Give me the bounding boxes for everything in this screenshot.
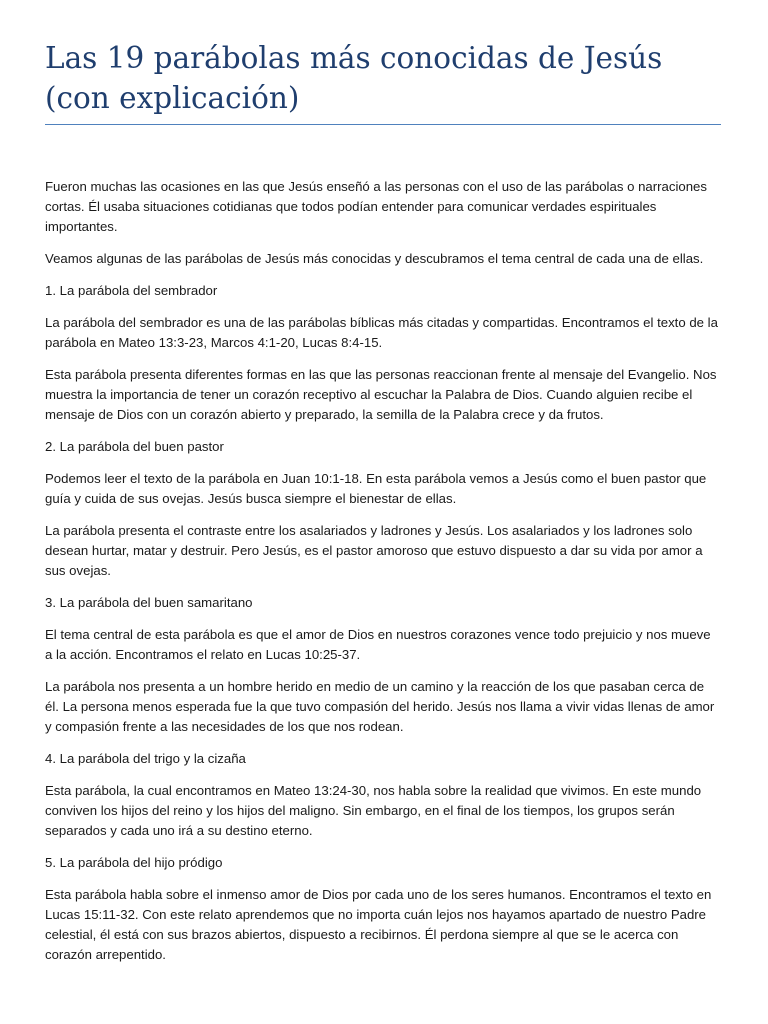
section-heading: 2. La parábola del buen pastor [45, 439, 224, 454]
intro-paragraph: Veamos algunas de las parábolas de Jesús más conocidas y descubramos el tema central de cada una de ellas. [45, 251, 704, 266]
body-paragraph: Podemos leer el texto de la parábola en Juan 10:1-18. En esta parábola vemos a Jesús como el buen pastor que guía y cuida de sus ovejas. Jesús busca siempre el bienestar de ellas. [45, 471, 707, 506]
document-title: Las 19 parábolas más conocidas de Jesús (con explicación) [45, 41, 663, 115]
body-paragraph: Esta parábola habla sobre el inmenso amor de Dios por cada uno de los seres humanos. Encontramos el texto en Lucas 15:11-32. Con este relato aprendemos que no importa cuán lejos nos hayamos apartado de nuestro Padre celestial, él está con sus brazos abiertos, dispuesto a recibirnos. Él perdona siempre al que se le acerca con corazón arrepentido. [45, 887, 712, 962]
body-paragraph: La parábola nos presenta a un hombre herido en medio de un camino y la reacción de los que pasaban cerca de él. La persona menos esperada fue la que tuvo compasión del herido. Jesús nos llama a vivir vidas llenas de amor y compasión frente a las necesidades de los que nos rodean. [45, 679, 715, 734]
section-heading: 1. La parábola del sembrador [45, 283, 218, 298]
body-paragraph: La parábola del sembrador es una de las parábolas bíblicas más citadas y compartidas. Encontramos el texto de la parábola en Mateo 13:3-23, Marcos 4:1-20, Lucas 8:4-15. [45, 315, 718, 350]
section-heading: 5. La parábola del hijo pródigo [45, 855, 223, 870]
title-divider [45, 124, 721, 125]
body-paragraph: Esta parábola, la cual encontramos en Mateo 13:24-30, nos habla sobre la realidad que vivimos. En este mundo conviven los hijos del reino y los hijos del maligno. Sin embargo, en el final de los tiempos, los grupos serán separados y cada uno irá a su destino eterno. [45, 783, 702, 838]
document-body [45, 177, 721, 965]
body-paragraph: El tema central de esta parábola es que el amor de Dios en nuestros corazones vence todo prejuicio y nos mueve a la acción. Encontramos el relato en Lucas 10:25-37. [45, 627, 711, 662]
intro-paragraph: Fueron muchas las ocasiones en las que Jesús enseñó a las personas con el uso de las parábolas o narraciones cortas. Él usaba situaciones cotidianas que todos podían entender para comunicar verdades espirituales importantes. [45, 179, 707, 234]
body-paragraph: La parábola presenta el contraste entre los asalariados y ladrones y Jesús. Los asalariados y los ladrones solo desean hurtar, matar y destruir. Pero Jesús, es el pastor amoroso que estuvo dispuesto a dar su vida por amor a sus ovejas. [45, 523, 703, 578]
section-heading: 4. La parábola del trigo y la cizaña [45, 751, 246, 766]
body-paragraph: Esta parábola presenta diferentes formas en las que las personas reaccionan frente al mensaje del Evangelio. Nos muestra la importancia de tener un corazón receptivo al escuchar la Palabra de Dios. Cuando alguien recibe el mensaje de Dios con un corazón abierto y preparado, la semilla de la Palabra crece y da frutos. [45, 367, 717, 422]
section-heading: 3. La parábola del buen samaritano [45, 595, 253, 610]
document-page [45, 38, 721, 977]
